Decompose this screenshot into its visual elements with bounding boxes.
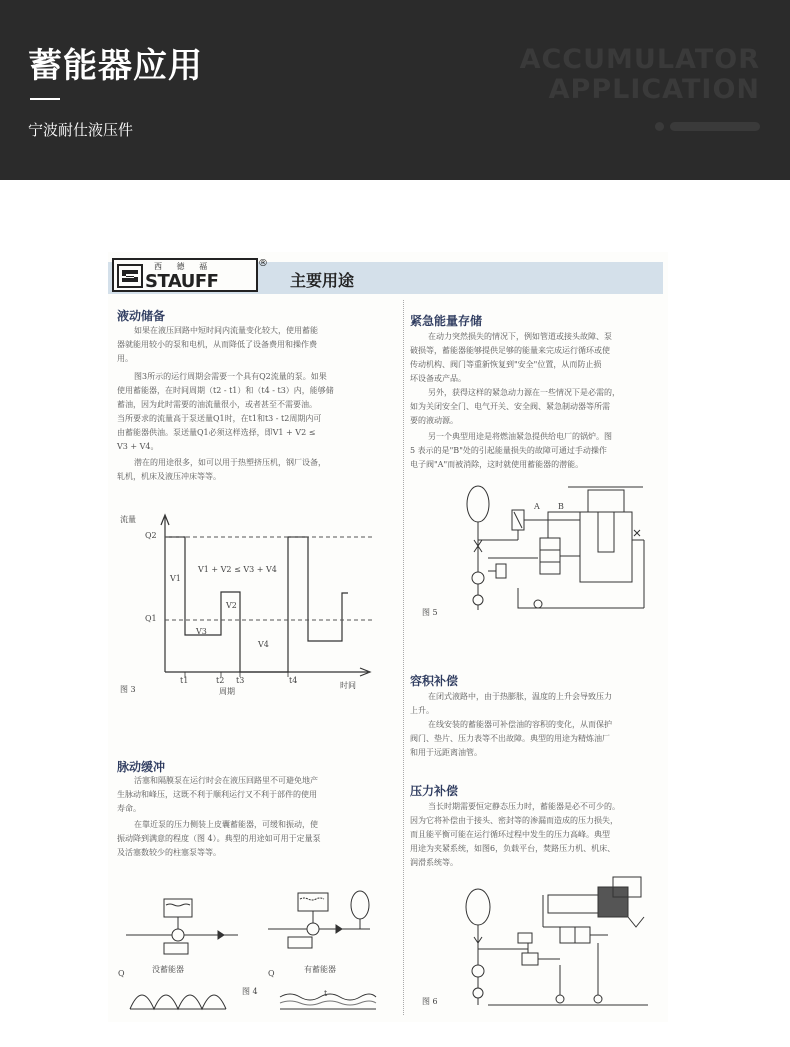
watermark-application: APPLICATION	[548, 74, 760, 105]
banner-title: 蓄能器应用	[28, 46, 203, 86]
fig4-caption: 图 4	[242, 987, 258, 996]
fig3-t4: t4	[289, 676, 298, 685]
fig4-q-left: Q	[118, 969, 125, 978]
fig4-with-accumulator: 有蓄能器	[304, 965, 336, 974]
stauff-logo-icon	[117, 264, 143, 288]
fig3-v1: V1	[170, 574, 181, 583]
column-divider	[403, 300, 404, 1015]
watermark-dot	[655, 122, 664, 131]
fig3-t2: t2	[216, 676, 225, 685]
fig3-t1: t1	[180, 676, 189, 685]
banner-divider	[30, 98, 60, 100]
watermark-accumulator: ACCUMULATOR	[519, 44, 760, 75]
fig3-q2: Q2	[145, 531, 157, 540]
logo-registered: ®	[258, 258, 268, 269]
fig3-caption: 图 3	[120, 685, 136, 694]
fig3-q1: Q1	[145, 614, 157, 623]
stauff-logo	[112, 258, 258, 292]
fig3-equation: V1 + V2 ≤ V3 + V4	[198, 565, 277, 574]
heading-pressure-compensation: 压力补偿	[410, 784, 459, 798]
heading-volume-compensation: 容积补偿	[410, 674, 459, 688]
heading-fluid-reserve: 液动储备	[117, 309, 166, 323]
fig4-q-right: Q	[268, 969, 275, 978]
figure-5-hydraulic-circuit	[448, 482, 648, 622]
fig3-x-label: 时间	[340, 681, 356, 690]
fig5-label-b: B	[558, 502, 564, 511]
fig5-caption: 图 5	[422, 608, 438, 617]
fig4-t: t	[324, 989, 328, 998]
fig5-label-a: A	[534, 502, 540, 511]
scanned-document-page: 西 德 福 STAUFF ® 主要用途 液动储备 如果在液压回路中短时间内流量变化较大，使用蓄能 器就能用较小的泵和电机，从而降低了设备费用和操作费 用。 图3所示的运行周期会需要一个具有Q2流量的泵。如果 使用蓄能器，在时间周期（t2 - t1）和（t4 - t3）内，能够储 蓄油，因为此时需要的油流量很小，或者甚至不需要油。 当所要求的流量高于泵送量Q1时，在t1和t3 - t2周期内可 由蓄能器供油。泵送量Q1必须这样选择，即V1 + V2 ≤ V3 + V4。 潜在的用途很多，如可以用于热塑挤压机，钢厂设备， 轧机，机床及液压冲床等等。 流量 Q2 Q1 V1 V1 + V2 ≤ V3 + V4 V2 V3 V4 t1 t2 t3 t4 周期 时间 图 3 脉动缓冲 活塞和隔膜泵在运行时会在液压回路里不可避免地产 生脉动和峰压，这既不利于顺利运行又不利于部件的使用 寿命。 在靠近泵的压力侧装上皮囊蓄能器，可缓和振动，使 振动降到满意的程度（图 4）。典型的用途如可用于定量泵 及活塞数较少的柱塞泵等等。 Q 没蓄能器 Q 有蓄能器 t 图 4 紧急能量存储 在动力突然损失的情况下，例如管道或接头故障、泵 破损等，蓄能器能够提供足够的能量来完成运行循环或使 传动机构、阀门等重新恢复到"安全"位置，从而防止损 坏设备或产品。 另外，获得这样的紧急动力源在一些情况下是必需的， 如为关闭安全门、电气开关、安全阀、紧急制动器等所需 要的液动源。 另一个典型用途是将燃油紧急提供给电厂的锅炉。图 5 表示的是"B"处的引起能量损失的故障可通过手动操作 电子阀"A"而被消除，这时就使用蓄能器的潜能。 A B 图 5 容积补偿 在闭式液路中，由于热膨胀，温度的上升会导致压力 上升。 在线安装的蓄能器可补偿油的容积的变化，从而保护 阀门、垫片、压力表等不出故障。典型的用途为精炼油厂 和用于远距离油管。 压力补偿 当长时期需要恒定静态压力时，蓄能器是必不可少的。 因为它将补偿由于接头、密封等的渗漏而造成的压力损失， 而且能平衡可能在运行循环过程中发生的压力高峰。典型 用途为夹紧系统，如图6，负载平台，焚路压力机、机床、 润滑系统等。 图 6	[108, 252, 668, 1022]
watermark-bar	[670, 122, 760, 131]
logo-chinese: 西 德 福	[154, 262, 214, 271]
heading-emergency-energy: 紧急能量存储	[410, 314, 483, 328]
fig3-v4: V4	[258, 640, 269, 649]
fig6-caption: 图 6	[422, 997, 438, 1006]
fig3-period: 周期	[219, 687, 235, 696]
logo-brand: STAUFF	[145, 271, 219, 292]
fig3-y-label: 流量	[120, 515, 136, 524]
fig4-without-accumulator: 没蓄能器	[152, 965, 184, 974]
banner-subtitle: 宁波耐仕液压件	[28, 121, 134, 139]
fig3-v3: V3	[196, 627, 207, 636]
top-banner	[0, 0, 790, 180]
fig3-v2: V2	[226, 601, 237, 610]
heading-pulsation-damping: 脉动缓冲	[117, 760, 166, 774]
fig3-t3: t3	[236, 676, 245, 685]
figure-6-clamping-circuit	[448, 877, 648, 1017]
figure-4-pulsation-diagram	[108, 887, 398, 1022]
header-title: 主要用途	[290, 271, 355, 290]
